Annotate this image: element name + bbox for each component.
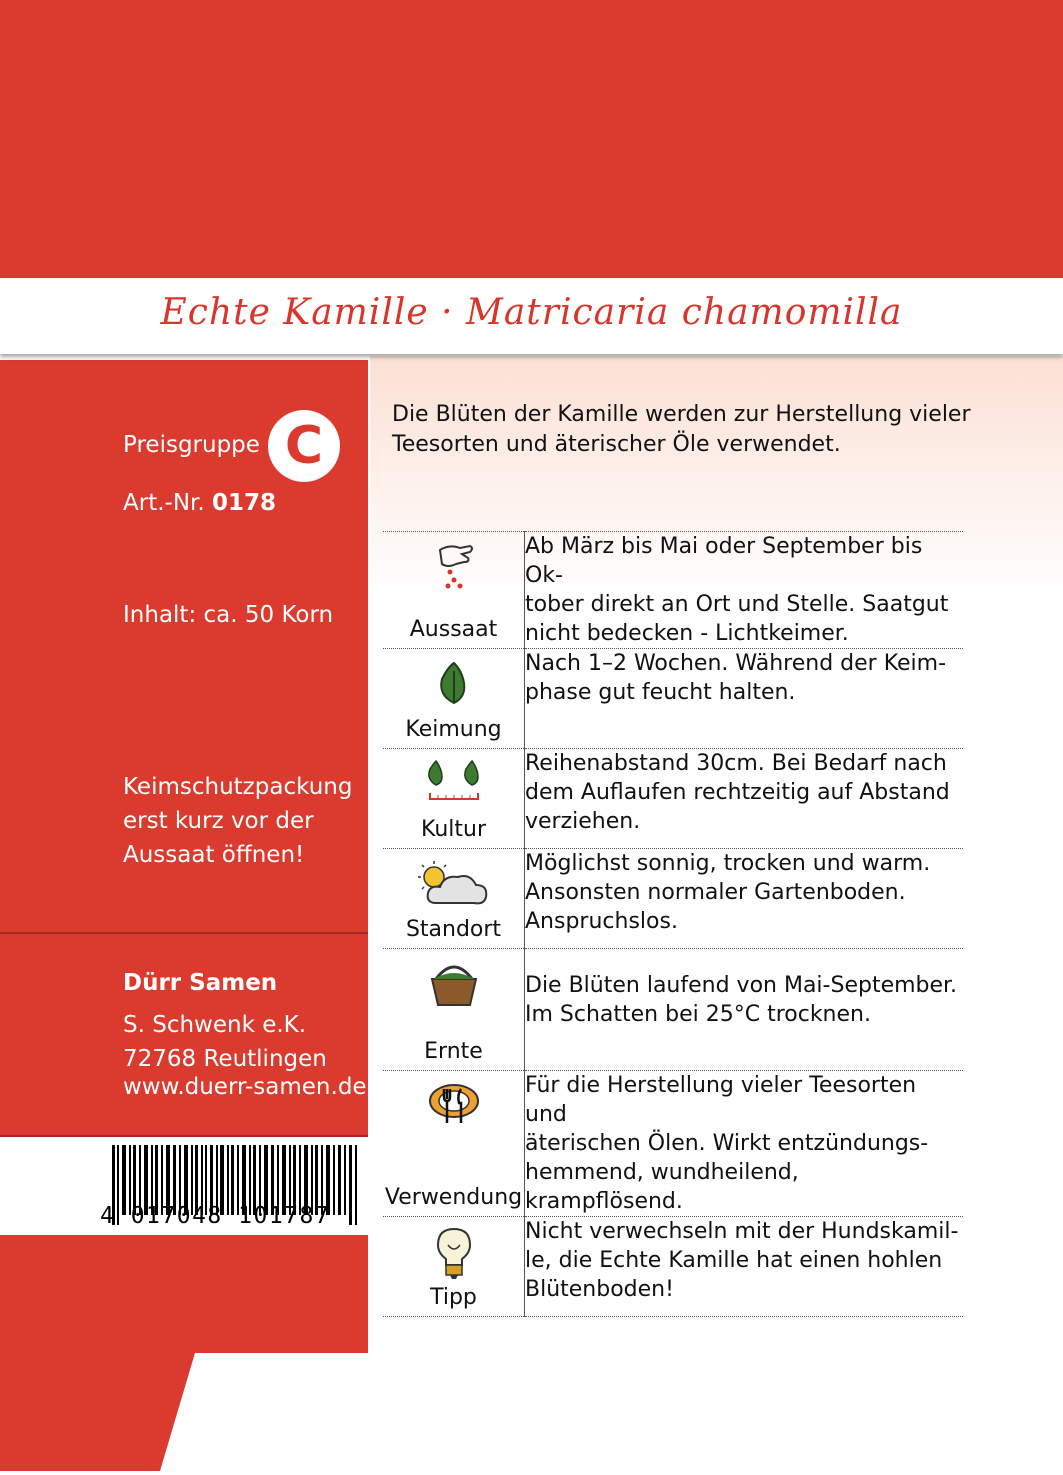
title-band xyxy=(0,278,1063,354)
barcode-number: 4 017048 101787 xyxy=(100,1203,331,1229)
text-line: dem Auflaufen rechtzeitig auf Abstand xyxy=(525,780,950,805)
sun-cloud-icon xyxy=(414,859,494,911)
text-line: äterischen Ölen. Wirkt entzündungs- xyxy=(525,1131,929,1156)
row-icon-cell xyxy=(383,1071,525,1217)
row-label: Kultur xyxy=(420,817,486,842)
text-line: Nicht verwechseln mit der Hundskamil- xyxy=(525,1219,959,1244)
row-icon-cell xyxy=(383,749,525,849)
row-text xyxy=(525,949,964,1071)
row-icon-cell xyxy=(383,649,525,749)
table-row xyxy=(383,532,963,649)
text-line: Anspruchslos. xyxy=(525,909,678,934)
note-line: erst kurz vor der xyxy=(123,808,314,834)
text-line: Ab März bis Mai oder September bis Ok- xyxy=(525,534,923,588)
top-color-band xyxy=(0,0,1063,278)
text-line: Nach 1–2 Wochen. Während der Keim- xyxy=(525,651,947,676)
row-text xyxy=(525,532,964,649)
company-city: 72768 Reutlingen xyxy=(123,1046,327,1072)
text-line: tober direkt an Ort und Stelle. Saatgut xyxy=(525,592,949,617)
row-text xyxy=(525,1071,964,1217)
row-label: Verwendung xyxy=(384,1185,523,1210)
product-title: Echte Kamille · Matricaria chamomilla xyxy=(160,292,903,333)
row-icon-cell xyxy=(383,949,525,1071)
note-line: Aussaat öffnen! xyxy=(123,842,305,868)
basket-icon xyxy=(426,959,482,1009)
table-row xyxy=(383,849,963,949)
hand-sowing-icon xyxy=(430,542,478,596)
text-line: Die Blüten laufend von Mai-September. xyxy=(525,973,958,998)
article-value: 0178 xyxy=(212,490,277,516)
table-row xyxy=(383,649,963,749)
row-label: Keimung xyxy=(405,717,502,742)
price-group-badge: C xyxy=(268,410,340,482)
article-label: Art.-Nr. xyxy=(123,490,205,516)
company-owner: S. Schwenk e.K. xyxy=(123,1012,307,1038)
text-line: Reihenabstand 30cm. Bei Bedarf nach xyxy=(525,751,947,776)
table-row xyxy=(383,949,963,1071)
text-line: verziehen. xyxy=(525,809,641,834)
text-line: Ansonsten normaler Gartenboden. xyxy=(525,880,906,905)
note-line: Keimschutzpackung xyxy=(123,774,353,800)
text-line: hemmend, wundheilend, krampflösend. xyxy=(525,1160,799,1214)
row-label: Tipp xyxy=(430,1285,477,1310)
divider xyxy=(0,932,368,934)
table-row xyxy=(383,749,963,849)
row-text xyxy=(525,849,964,949)
intro-text xyxy=(392,400,1032,460)
row-text xyxy=(525,1217,964,1317)
text-line: Für die Herstellung vieler Teesorten und xyxy=(525,1073,917,1127)
text-line: Möglichst sonnig, trocken und warm. xyxy=(525,851,931,876)
barcode xyxy=(0,1137,368,1235)
row-text xyxy=(525,749,964,849)
germ-protection-note xyxy=(123,770,352,872)
text-line: phase gut feucht halten. xyxy=(525,680,796,705)
table-row xyxy=(383,1217,963,1317)
row-label: Aussaat xyxy=(409,617,498,642)
lightbulb-icon xyxy=(434,1227,474,1281)
text-line: le, die Echte Kamille hat einen hohlen xyxy=(525,1248,943,1273)
article-number xyxy=(123,486,276,520)
row-icon-cell xyxy=(383,532,525,649)
seedling-icon xyxy=(432,659,476,707)
row-label: Standort xyxy=(405,917,502,942)
plants-spacing-icon xyxy=(422,759,486,805)
intro-line: Die Blüten der Kamille werden zur Herstellung vieler xyxy=(392,402,971,427)
company-name: Dürr Samen xyxy=(123,970,278,996)
price-group-label: Preisgruppe xyxy=(123,432,260,458)
bottom-red-shape xyxy=(0,1235,368,1471)
row-label: Ernte xyxy=(424,1039,483,1064)
row-text xyxy=(525,649,964,749)
table-row xyxy=(383,1071,963,1217)
text-line: Blütenboden! xyxy=(525,1277,674,1302)
text-line: Im Schatten bei 25°C trocknen. xyxy=(525,1002,871,1027)
row-icon-cell xyxy=(383,1217,525,1317)
intro-line: Teesorten und äterischer Öle verwendet. xyxy=(392,432,841,457)
row-icon-cell xyxy=(383,849,525,949)
text-line: nicht bedecken - Lichtkeimer. xyxy=(525,621,849,646)
cultivation-info-table xyxy=(383,531,963,1317)
company-website: www.duerr-samen.de xyxy=(123,1074,367,1100)
cutlery-plate-icon xyxy=(427,1081,481,1127)
content-amount: Inhalt: ca. 50 Korn xyxy=(123,602,334,628)
